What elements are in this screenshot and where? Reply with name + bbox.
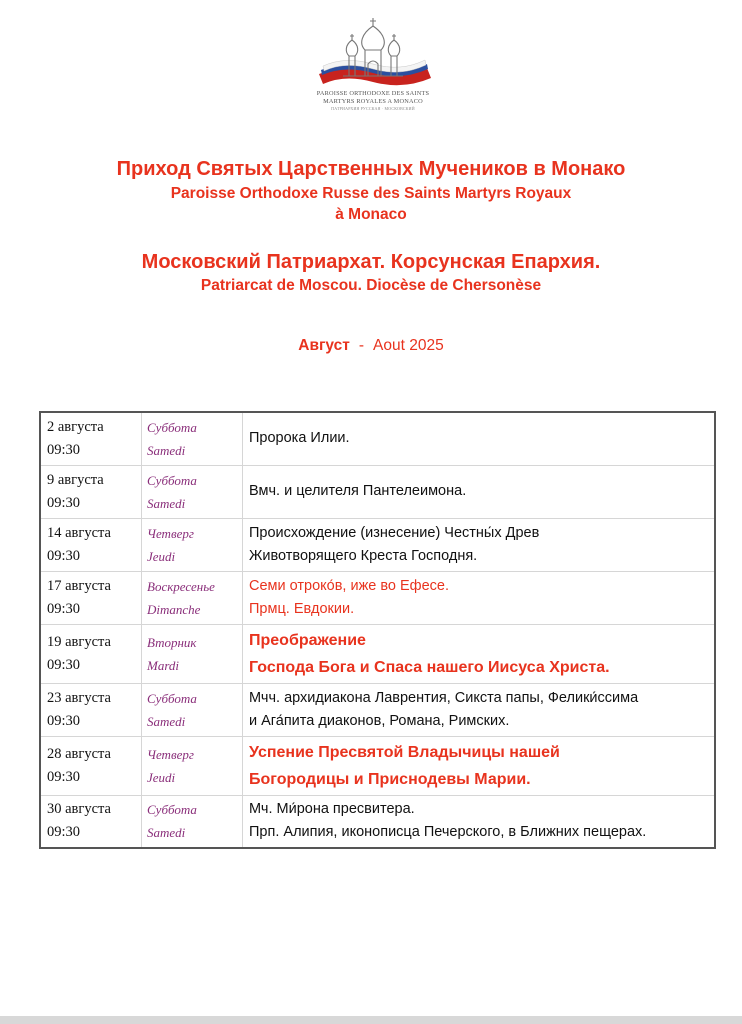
service-date: 17 августа bbox=[47, 577, 111, 594]
weekday-ru: Вторник bbox=[147, 634, 197, 650]
feast-cell bbox=[243, 624, 716, 683]
feast-cell bbox=[243, 412, 716, 465]
service-time: 09:30 bbox=[47, 441, 81, 458]
feast-line: Богородицы и Приснодевы Марии. bbox=[249, 770, 531, 788]
schedule-row bbox=[40, 624, 715, 683]
date-time-cell bbox=[40, 736, 142, 795]
church-domes-icon bbox=[305, 12, 441, 90]
date-time-cell bbox=[40, 465, 142, 518]
feast-line: Мч. Ми́рона пресвитера. bbox=[249, 801, 415, 818]
weekday-cell bbox=[142, 795, 243, 848]
feast-line: Мчч. архидиакона Лаврентия, Сикста папы, Фелики́ссима bbox=[249, 689, 639, 706]
month-ru: Август bbox=[298, 337, 350, 354]
weekday-cell bbox=[142, 518, 243, 571]
feast-cell bbox=[243, 736, 716, 795]
service-time: 09:30 bbox=[47, 494, 81, 511]
date-time-cell bbox=[40, 571, 142, 624]
service-date: 14 августа bbox=[47, 524, 111, 541]
weekday-cell bbox=[142, 465, 243, 518]
weekday-ru: Суббота bbox=[147, 690, 197, 706]
logo-caption-line1: PAROISSE ORTHODOXE DES SAINTS bbox=[316, 90, 430, 97]
date-time-cell bbox=[40, 412, 142, 465]
parish-title-fr-location: à Monaco bbox=[335, 206, 407, 223]
weekday-fr: Samedi bbox=[147, 495, 186, 511]
month-fr: Aout 2025 bbox=[373, 337, 444, 354]
weekday-cell bbox=[142, 736, 243, 795]
weekday-fr: Mardi bbox=[147, 657, 180, 673]
weekday-fr: Jeudi bbox=[147, 548, 176, 564]
schedule-row bbox=[40, 571, 715, 624]
service-date: 28 августа bbox=[47, 745, 111, 762]
feast-line: Животворящего Креста Господня. bbox=[249, 547, 478, 564]
date-time-cell bbox=[40, 683, 142, 736]
weekday-ru: Суббота bbox=[147, 802, 197, 818]
schedule-row bbox=[40, 736, 715, 795]
weekday-fr: Jeudi bbox=[147, 769, 176, 785]
schedule-row bbox=[40, 412, 715, 465]
feast-line: Господа Бога и Спаса нашего Иисуса Христа. bbox=[249, 658, 610, 676]
service-time: 09:30 bbox=[47, 824, 81, 841]
service-time: 09:30 bbox=[47, 712, 81, 729]
schedule-row bbox=[40, 683, 715, 736]
patriarchate-fr: Patriarcat de Moscou. Diocèse de Chersonèse bbox=[200, 277, 542, 294]
feast-cell bbox=[243, 683, 716, 736]
service-time: 09:30 bbox=[47, 768, 81, 785]
feast-line: Успение Пресвятой Владычицы нашей bbox=[249, 743, 560, 761]
weekday-ru: Суббота bbox=[147, 419, 197, 435]
feast-cell bbox=[243, 465, 716, 518]
parish-title-ru: Приход Святых Царственных Мучеников в Монако bbox=[116, 158, 626, 180]
service-date: 2 августа bbox=[47, 418, 104, 435]
feast-line: Пророка Илии. bbox=[249, 430, 350, 447]
service-date: 19 августа bbox=[47, 633, 111, 650]
month-heading bbox=[0, 337, 742, 355]
schedule-row bbox=[40, 518, 715, 571]
patriarchate-ru: Московский Патриархат. Корсунская Епархия. bbox=[141, 251, 601, 273]
schedule-row bbox=[40, 795, 715, 848]
weekday-fr: Dimanche bbox=[147, 601, 201, 617]
feast-line: Происхождение (изнесение) Честны́х Древ bbox=[249, 524, 540, 541]
feast-line: Семи отроко́в, иже во Ефесе. bbox=[249, 577, 450, 594]
feast-cell bbox=[243, 571, 716, 624]
service-date: 9 августа bbox=[47, 471, 104, 488]
weekday-cell bbox=[142, 412, 243, 465]
service-time: 09:30 bbox=[47, 656, 81, 673]
service-schedule-table bbox=[39, 411, 716, 849]
feast-line: и Ага́пита диаконов, Романа, Римских. bbox=[249, 712, 510, 729]
weekday-cell bbox=[142, 624, 243, 683]
month-separator: - bbox=[358, 337, 365, 354]
schedule-body bbox=[40, 412, 715, 848]
weekday-ru: Воскресенье bbox=[147, 578, 215, 594]
parish-title-fr: Paroisse Orthodoxe Russe des Saints Martyrs Royaux bbox=[170, 185, 572, 202]
feast-line: Прмц. Евдокии. bbox=[249, 600, 355, 617]
feast-line: Вмч. и целителя Пантелеимона. bbox=[249, 483, 467, 499]
weekday-ru: Четверг bbox=[147, 525, 194, 541]
feast-line: Преображение bbox=[249, 631, 366, 649]
feast-line: Прп. Алипия, иконописца Печерского, в Ближних пещерах. bbox=[249, 824, 647, 841]
weekday-ru: Четверг bbox=[147, 746, 194, 762]
service-time: 09:30 bbox=[47, 547, 81, 564]
logo-caption-line2: MARTYRS ROYALES A MONACO bbox=[323, 98, 423, 105]
date-time-cell bbox=[40, 795, 142, 848]
weekday-cell bbox=[142, 683, 243, 736]
page-bottom-edge bbox=[0, 1016, 742, 1024]
parish-logo bbox=[305, 12, 441, 120]
schedule-row bbox=[40, 465, 715, 518]
service-date: 30 августа bbox=[47, 801, 111, 818]
date-time-cell bbox=[40, 624, 142, 683]
service-date: 23 августа bbox=[47, 689, 111, 706]
weekday-cell bbox=[142, 571, 243, 624]
service-time: 09:30 bbox=[47, 600, 81, 617]
weekday-fr: Samedi bbox=[147, 825, 186, 841]
weekday-fr: Samedi bbox=[147, 713, 186, 729]
feast-cell bbox=[243, 518, 716, 571]
feast-cell bbox=[243, 795, 716, 848]
weekday-ru: Суббота bbox=[147, 472, 197, 488]
logo-caption-line3: ПАТРИАРХИЯ РУССКАЯ · МОСКОВСКИЙ bbox=[331, 106, 415, 111]
date-time-cell bbox=[40, 518, 142, 571]
weekday-fr: Samedi bbox=[147, 442, 186, 458]
